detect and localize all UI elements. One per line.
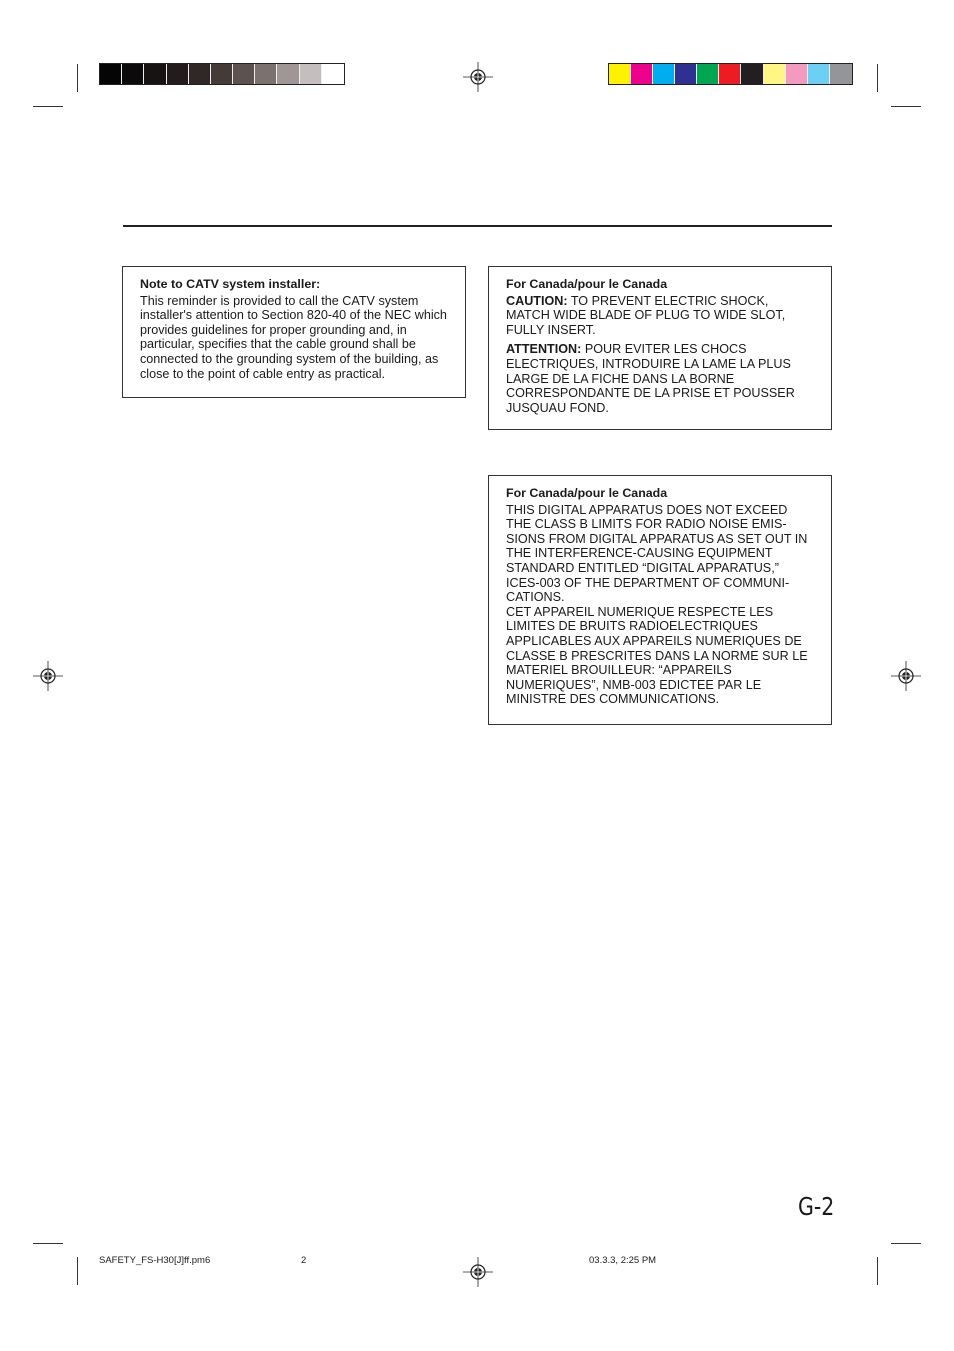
grayscale-swatch — [233, 64, 255, 84]
caution-text: TO PREVENT ELECTRIC SHOCK, MATCH WIDE BLADE OF PLUG TO WIDE SLOT, FULLY INSERT. — [506, 293, 786, 337]
caution-label: CAUTION: — [506, 293, 568, 308]
process-swatch — [719, 64, 741, 84]
footer-filename: SAFETY_FS-H30[J]ff.pm6 — [99, 1255, 211, 1266]
crop-mark — [891, 106, 921, 107]
canada-digital-heading: For Canada/pour le Canada — [506, 486, 668, 500]
grayscale-swatch — [144, 64, 166, 84]
canada-plug-caution — [488, 266, 832, 430]
crop-mark — [877, 64, 878, 92]
process-swatch — [764, 64, 786, 84]
grayscale-swatch — [255, 64, 277, 84]
process-swatch — [675, 64, 697, 84]
footer-timestamp: 03.3.3, 2:25 PM — [589, 1255, 657, 1266]
registration-mark-icon — [463, 1257, 493, 1287]
crop-mark — [33, 106, 63, 107]
process-swatch — [741, 64, 763, 84]
grayscale-swatch — [100, 64, 122, 84]
process-swatch — [631, 64, 653, 84]
grayscale-swatch — [322, 64, 344, 84]
process-swatch — [786, 64, 808, 84]
attention-label: ATTENTION: — [506, 342, 582, 357]
catv-note-body: This reminder is provided to call the CATV system installer's attention to Section 820-40 of the NEC which provides guidelines for proper grounding and, in particular, specifies that the cable ground shall be connected to the grounding system of the building, as close to the point of cable entry as practical. — [140, 293, 447, 381]
crop-mark — [877, 1257, 878, 1285]
digital-english-text: THIS DIGITAL APPARATUS DOES NOT EXCEED THE CLASS B LIMITS FOR RADIO NOISE EMIS-SIONS FROM DIGITAL APPARATUS AS SET OUT IN THE INTERFERENCE-CAUSING EQUIPMENT STANDARD ENTITLED “DIGITAL APPARATUS,” ICES-003 OF THE DEPARTMENT OF COMMUNI-CATIONS. — [506, 502, 808, 605]
attention-paragraph — [506, 342, 814, 415]
process-swatch — [609, 64, 631, 84]
registration-mark-icon — [463, 62, 493, 92]
attention-text: POUR EVITER LES CHOCS ELECTRIQUES, INTRODUIRE LA LAME LA PLUS LARGE DE LA FICHE DANS LA BORNE CORRESPONDANTE DE LA PRISE ET POUSSER JUSQUAU FOND. — [506, 342, 795, 415]
process-swatch — [830, 64, 852, 84]
caution-paragraph — [506, 294, 814, 338]
digital-french-text: CET APPAREIL NUMERIQUE RESPECTE LES LIMITES DE BRUITS RADIOELECTRIQUES APPLICABLES AUX APPAREILS NUMERIQUES DE CLASSE B PRESCRITES DANS LA NORME SUR LE MATERIEL BROUILLEUR: “APPAREILS NUMERIQUES”, NMB-003 EDICTEE PAR LE MINISTRE DES COMMUNICATIONS. — [506, 604, 808, 707]
grayscale-swatch — [189, 64, 211, 84]
process-swatch — [697, 64, 719, 84]
process-swatch — [653, 64, 675, 84]
grayscale-color-bar — [99, 63, 345, 85]
catv-installer-note — [122, 266, 466, 398]
registration-mark-icon — [33, 661, 63, 691]
canada-digital-apparatus-notice — [488, 475, 832, 725]
canada-plug-heading: For Canada/pour le Canada — [506, 277, 668, 291]
footer-page: 2 — [301, 1255, 307, 1266]
crop-mark — [77, 64, 78, 92]
registration-mark-icon — [891, 661, 921, 691]
crop-mark — [891, 1243, 921, 1244]
grayscale-swatch — [277, 64, 299, 84]
grayscale-swatch — [167, 64, 189, 84]
grayscale-swatch — [122, 64, 144, 84]
process-swatch — [808, 64, 830, 84]
crop-mark — [77, 1257, 78, 1285]
header-rule — [123, 225, 832, 227]
page-number: G-2 — [798, 1192, 835, 1221]
crop-mark — [33, 1243, 63, 1244]
process-color-bar — [608, 63, 853, 85]
catv-note-heading: Note to CATV system installer: — [140, 277, 321, 291]
grayscale-swatch — [211, 64, 233, 84]
grayscale-swatch — [300, 64, 322, 84]
